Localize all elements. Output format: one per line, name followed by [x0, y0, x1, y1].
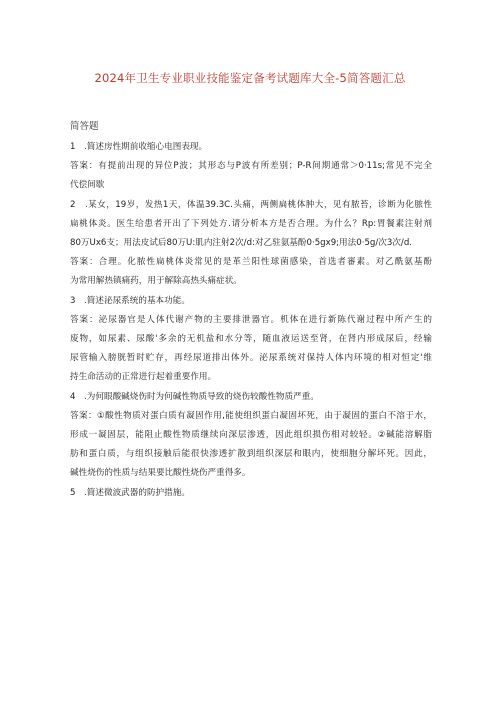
- answer-block: [70, 157, 432, 195]
- document-body: [70, 138, 432, 503]
- question-block: [70, 196, 432, 254]
- answer-line: 代偿间歇: [70, 180, 105, 191]
- section-heading: 简答题: [70, 121, 99, 132]
- question-line: 80万Ux6支；用法皮试后80万U:肌内注射2次/d:对乙驻氨基酚0·5gx9;用法0·5g/次3次/d.: [70, 238, 413, 249]
- answer-line: 废物，如尿素、尿酸'多余的无机盐和水分等，随血液运送至肾，在肾内形成尿后，经输: [70, 334, 432, 345]
- question-line: 3 .简述泌尿系统的基本功能。: [70, 295, 190, 306]
- answer-line: 答案：合理。化脓性扁桃体炎常见的是革兰阳性球菌感染，首选者審素。对乙酰氨基酚: [70, 257, 432, 268]
- answer-line: 为常用解热镇痛药，用于解除高热头痛症状。: [70, 276, 242, 287]
- question-block: [70, 138, 432, 157]
- question-line: 1 .简述房性期前收缩心电图表现。: [70, 142, 208, 152]
- answer-line: 碱性烧伤的性质与结果要比酸性烧伤严重得多。: [70, 468, 251, 479]
- question-block: [70, 388, 432, 407]
- answer-block: [70, 253, 432, 291]
- document-title: 2024年卫生专业职业技能鉴定备考试题库大全-5简答题汇总: [94, 71, 406, 85]
- question-line: 扁桃体炎。医生给患者开出了下列处方.请分析本方是否合理。为什么？Rp:胃餐素注射剂: [70, 218, 432, 229]
- answer-line: 尿管输入膀胱暂时贮存，再经尿道排出体外。泌尿系统对保持人体内环境的相对恒定'维: [70, 353, 432, 364]
- question-line: 4 .为何眼酸碱烧伤时为何碱性物质导致的烧伤较酸性物质严重。: [70, 391, 319, 402]
- answer-line: 答案：泌尿器官是人体代谢产物的主要排泄器官。机体在进行新陈代谢过程中所产生的: [70, 314, 432, 325]
- answer-block: [70, 407, 432, 484]
- answer-line: 持生命活动的正常进行起着重要作用。: [70, 372, 217, 383]
- answer-line: 形成一凝固层，能阻止酸性物质继续向深层渗透，因此组织损伤相对较轻。②碱能溶解脂: [70, 430, 432, 441]
- answer-block: [70, 311, 432, 388]
- answer-line: 肪和蛋白质，与组织接触后能很快渗透扩散到组织深层和眼内，使细胞分解坏死。因此，: [70, 449, 432, 460]
- question-line: 5 .简述微波武器的防护措施。: [70, 487, 190, 498]
- answer-line: 答案：有提前出现的异位P波；其形态与P波有所差别；P-R间期通常＞0·11s;常见不完全: [70, 161, 432, 172]
- question-block: [70, 292, 432, 311]
- question-block: [70, 484, 432, 503]
- question-line: 2 .某女，19岁，发热1天，体温39.3C.头痛，两侧扁桃体肿大，见有脓苔，诊断为化脓性: [70, 199, 432, 210]
- answer-line: 答案：①酸性物质对蛋白质有凝固作用,能使组织蛋白凝固坏死，由于凝固的蛋白不溶于水，: [70, 410, 432, 421]
